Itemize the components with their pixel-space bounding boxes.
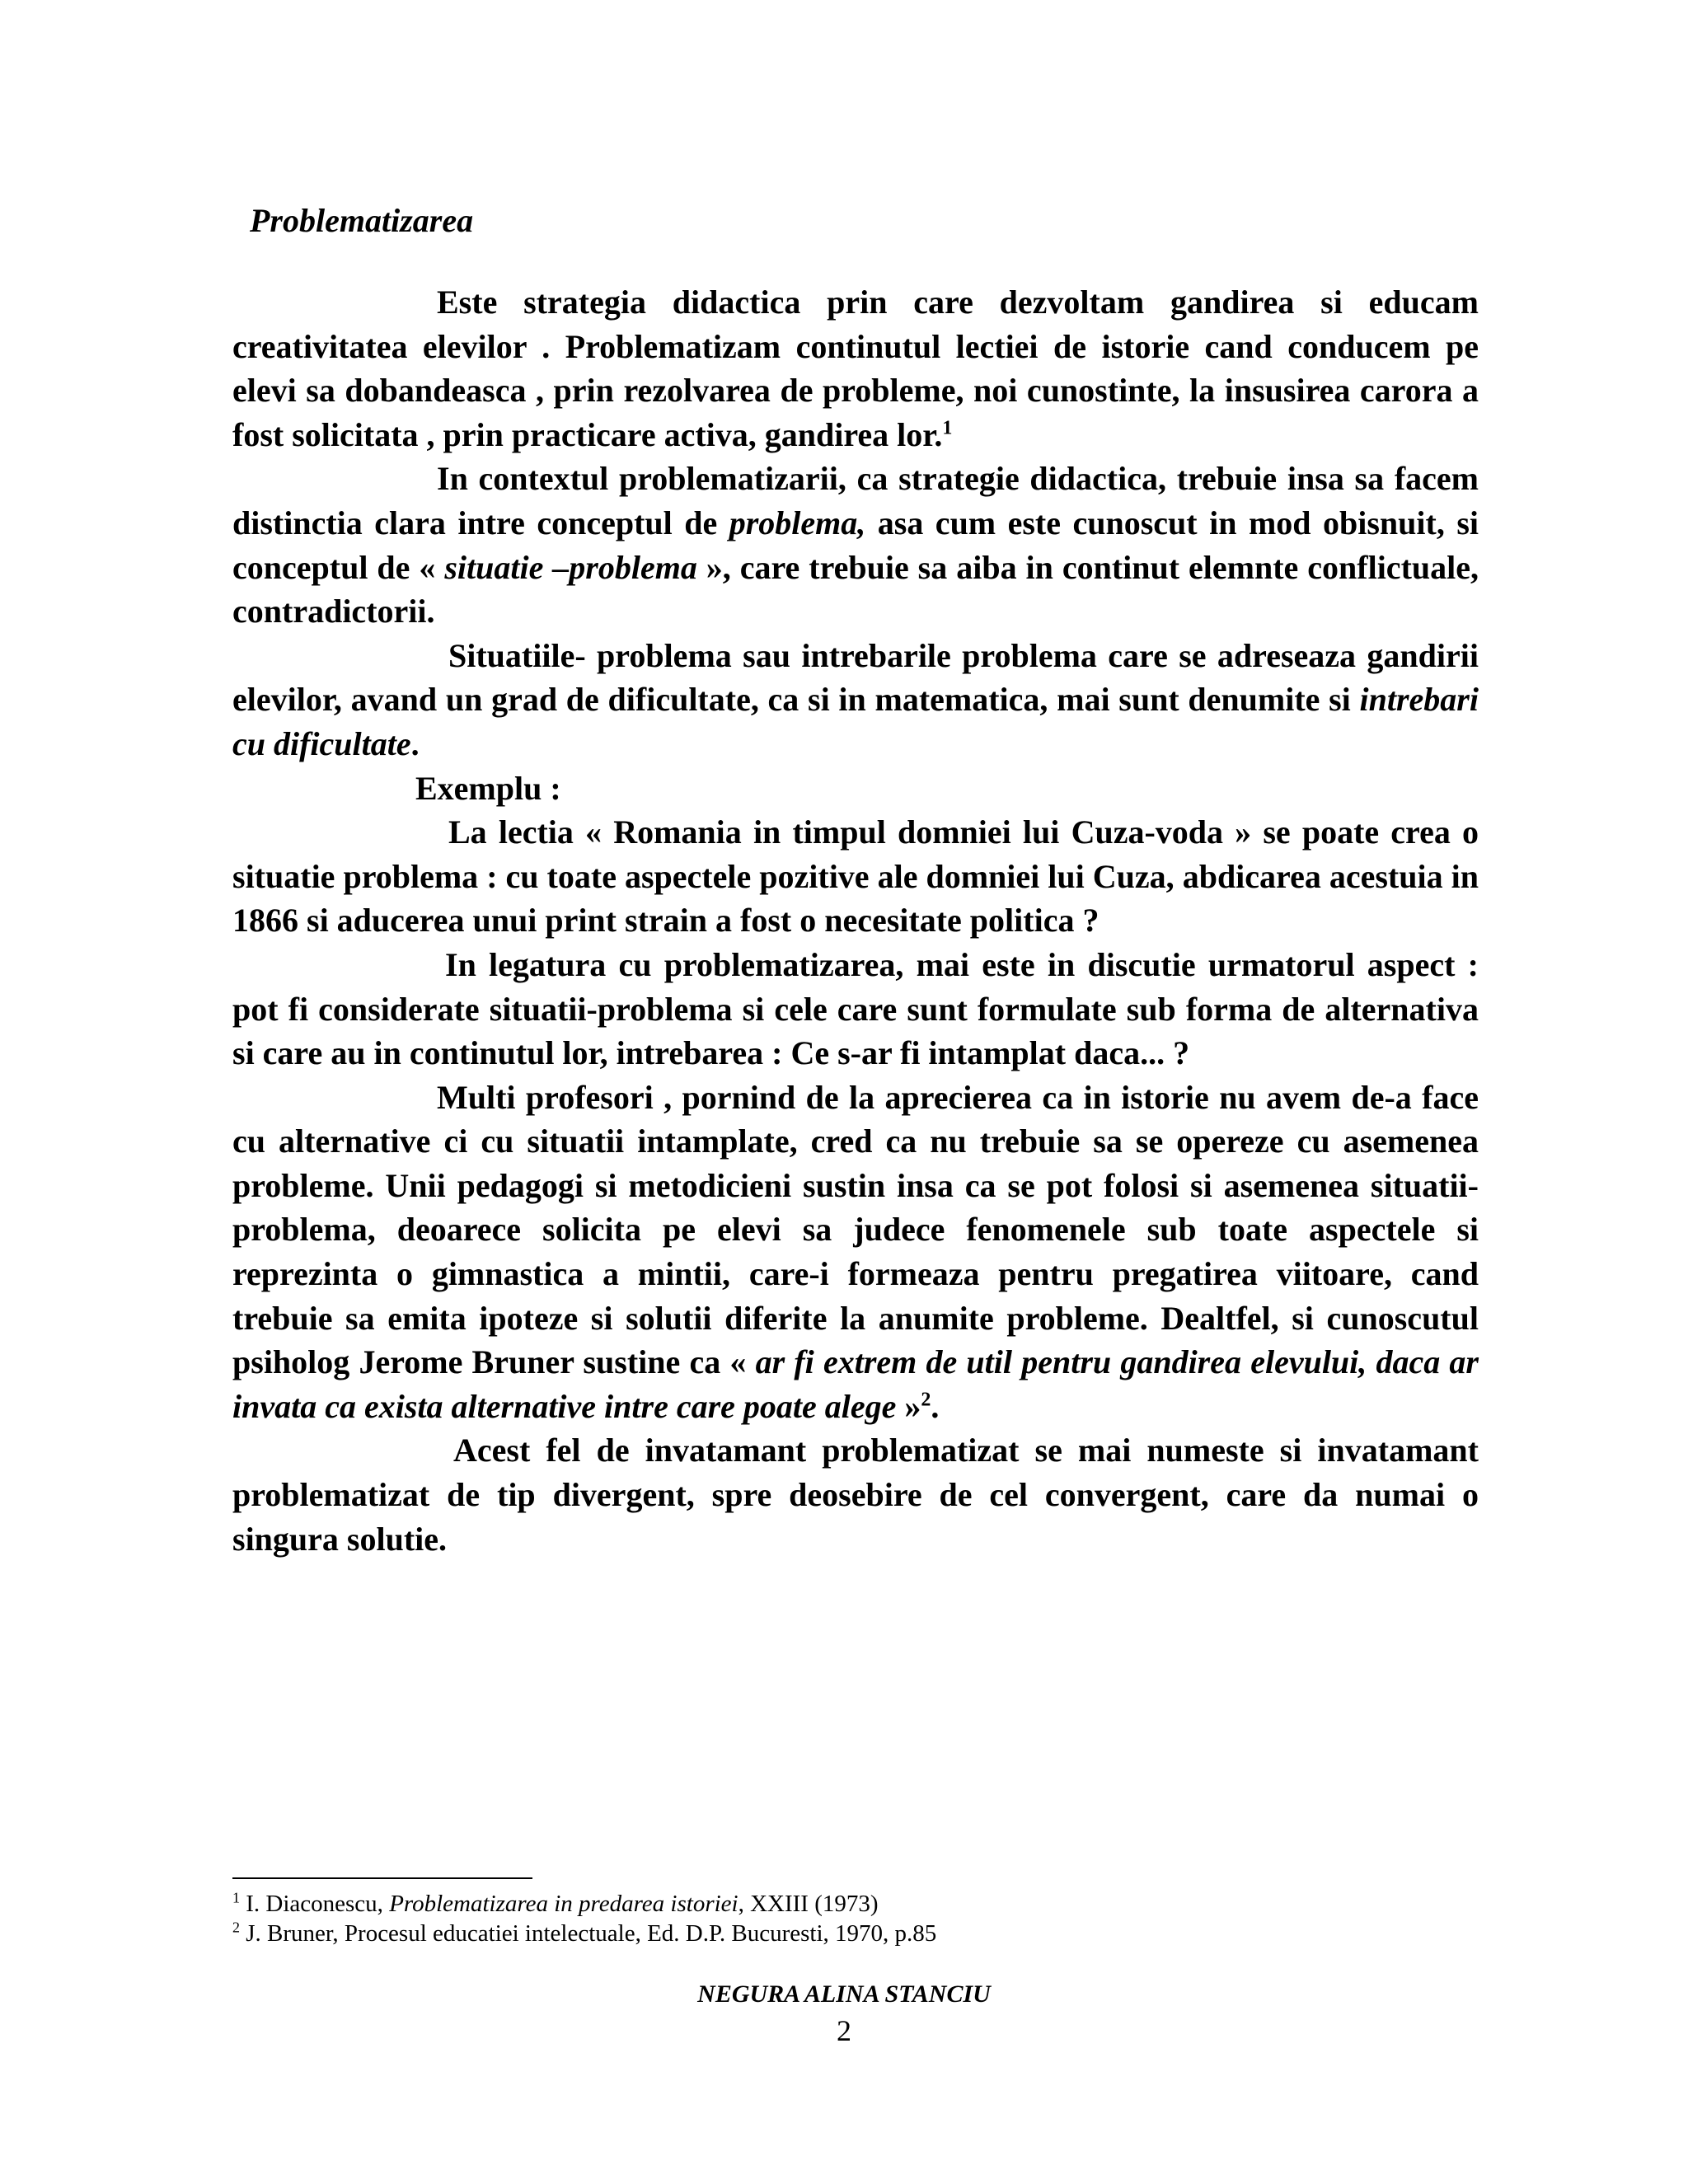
footnotes (232, 1889, 1469, 1948)
paragraph-7-text-c: » (896, 1387, 921, 1425)
footnote-separator (232, 1877, 532, 1879)
footnote-1 (232, 1889, 1469, 1919)
footnote-1-text-c: , XXIII (1973) (738, 1891, 879, 1917)
footnote-1-text-a: I. Diaconescu, (240, 1891, 390, 1917)
footnote-ref-1: 1 (942, 417, 953, 439)
term-situatie-problema: situatie –problema (444, 548, 697, 586)
footnote-2-number: 2 (232, 1919, 240, 1936)
paragraph-8: Acest fel de invatamant problematizat se mai numeste si invatamant problematizat de tip divergent, spre deosebire de cel convergent, care da numai o singura solutie. (232, 1432, 1479, 1558)
paragraph-1-text: Este strategia didactica prin care dezvoltam gandirea si educam creativitatea elevilor . Problematizam continutul lectiei de istorie cand conducem pe elevi sa dobandeasca , prin rezolvarea de probleme, noi cunostinte, la insusirea carora a fost solicitata , prin practicare activa, gandirea lor. (232, 284, 1479, 453)
section-title: Problematizarea (250, 202, 474, 239)
footnote-1-number: 1 (232, 1889, 240, 1906)
bruner-quote: ar fi extrem de util pentru gandirea elevului, daca ar invata ca exista alternative intre care poate alege (232, 1343, 1479, 1425)
paragraph-2-text-c: asa cum este cunoscut in mod obisnuit, si conceptul de « (232, 504, 1479, 586)
paragraph-7 (232, 1076, 1479, 1429)
paragraph-3-text-a: Situatiile- problema sau intrebarile problema care se adreseaza gandirii elevilor, avand un grad de dificultate, ca si in matematica, mai sunt denumite si (232, 636, 1479, 719)
paragraph-7-text-d: . (931, 1387, 940, 1425)
page-number: 2 (837, 2014, 851, 2047)
footnote-2 (232, 1919, 1469, 1948)
paragraph-2-text-e: », care trebuie sa aiba in continut elemnte conflictuale, contradictorii. (232, 548, 1479, 630)
footnote-1-title: Problematizarea in predarea istoriei (389, 1891, 738, 1917)
paragraph-1 (232, 280, 1479, 457)
footer-author: NEGURA ALINA STANCIU (697, 1980, 991, 2008)
term-problema: problema, (729, 504, 866, 541)
example-label: Exemplu : (415, 769, 561, 807)
paragraph-7-text-a: Multi profesori , pornind de la aprecierea ca in istorie nu avem de-a face cu alternative ci cu situatii intamplate, cred ca nu trebuie sa se opereze cu asemenea probleme. Unii pedagogi si metodicieni sustin insa ca se pot folosi si asemenea situatii-problema, deoarece solicita pe elevi sa judece fenomenele sub toate aspectele si reprezinta o gimnastica a mintii, care-i formeaza pentru pregatirea viitoare, cand trebuie sa emita ipoteze si solutii diferite la anumite probleme. Dealtfel, si cunoscutul psiholog Jerome Bruner sustine ca « (232, 1078, 1479, 1381)
paragraph-example: La lectia « Romania in timpul domniei lui Cuza-voda » se poate crea o situatie problema : cu toate aspectele pozitive ale domniei lui Cuza, abdicarea acestuia in 1866 si aducerea unui print strain a fost o necesitate politica ? (232, 813, 1479, 940)
term-intrebari-cu-dificultate: intrebari cu dificultate (232, 681, 1479, 762)
paragraph-2 (232, 457, 1479, 633)
paragraph-3-text-c: . (410, 724, 420, 762)
paragraph-3 (232, 634, 1479, 766)
paragraph-6: In legatura cu problematizarea, mai este in discutie urmatorul aspect : pot fi considerate situatii-problema si cele care sunt formulate sub forma de alternativa si care au in continutul lor, intrebarea : Ce s-ar fi intamplat daca... ? (232, 945, 1479, 1072)
footnote-ref-2: 2 (921, 1389, 931, 1411)
footnote-2-text: J. Bruner, Procesul educatiei intelectuale, Ed. D.P. Bucuresti, 1970, p.85 (240, 1920, 937, 1947)
body-text (232, 280, 1479, 1561)
paragraph-2-text-a: In contextul problematizarii, ca strategie didactica, trebuie insa sa facem distinctia clara intre conceptul de (232, 460, 1479, 541)
